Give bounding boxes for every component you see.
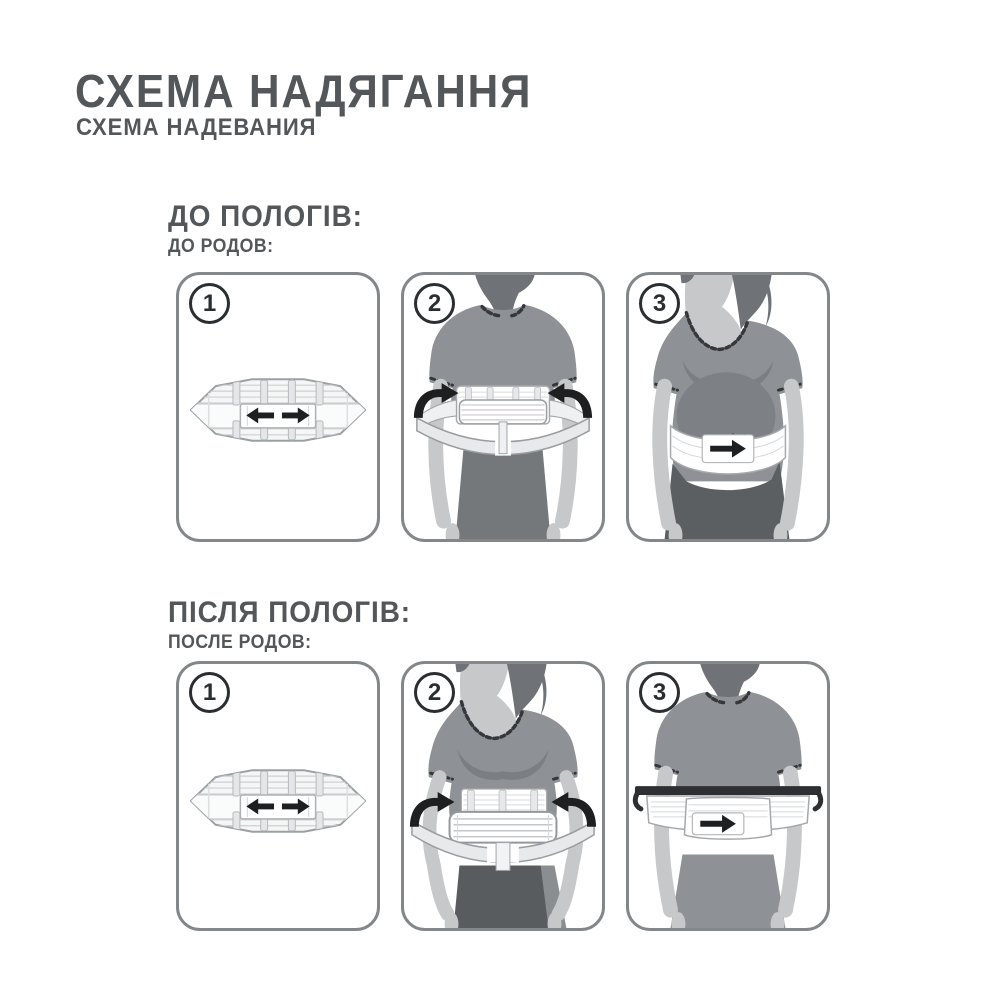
- panel-number-badge: 2: [414, 672, 455, 713]
- belt-center-tab: [499, 422, 507, 454]
- panel-step-2: [401, 272, 605, 542]
- section-after-subheading: ПОСЛЕ РОДОВ:: [168, 632, 312, 653]
- section-before-panels: [176, 272, 830, 542]
- belt-center-band: [684, 797, 771, 839]
- panel-step-1: [176, 272, 380, 542]
- section-after-heading: ПІСЛЯ ПОЛОГІВ:: [168, 596, 412, 629]
- belt-main-pad: [450, 812, 557, 843]
- belt-with-stretch-arrows-icon: [191, 379, 365, 441]
- section-before-subheading: ДО РОДОВ:: [168, 236, 274, 257]
- panel-number-badge: 3: [639, 672, 680, 713]
- panel-step-3: [626, 272, 830, 542]
- panel-number-badge: 1: [189, 283, 230, 324]
- panel-number-badge: 1: [189, 672, 230, 713]
- panel-number-badge: 2: [414, 283, 455, 324]
- panel-step-1: [176, 661, 380, 931]
- section-after-panels: [176, 661, 830, 931]
- skirt: [671, 855, 786, 928]
- panel-step-3: [626, 661, 830, 931]
- belt-with-stretch-arrows-icon: [191, 770, 365, 832]
- section-before-heading: ДО ПОЛОГІВ:: [168, 200, 363, 233]
- skirt: [455, 450, 550, 539]
- shirt-back: [654, 692, 801, 794]
- skirt: [454, 865, 549, 928]
- right-arm: [787, 386, 796, 523]
- left-arm: [660, 386, 669, 523]
- panel-step-2: [401, 661, 605, 931]
- panel-number-badge: 3: [639, 283, 680, 324]
- page-title: СХЕМА НАДЯГАННЯ: [75, 65, 533, 117]
- belt-center-tab: [496, 843, 510, 871]
- page-subtitle: СХЕМА НАДЕВАНИЯ: [76, 114, 317, 141]
